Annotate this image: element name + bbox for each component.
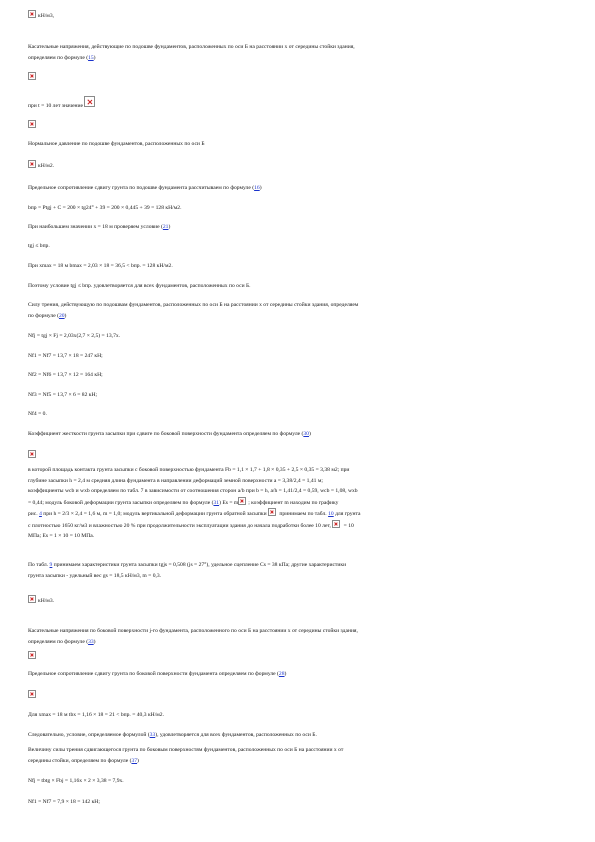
paragraph <box>28 300 568 321</box>
text: ) Es = m <box>219 499 239 506</box>
formula-image-row <box>28 72 568 84</box>
paragraph <box>28 139 568 150</box>
formula-link[interactable]: 15 <box>88 54 94 61</box>
text: Nfj = tbtg × Fbj = 1,16x × 2 × 3,38 = 7,9x. <box>28 778 124 784</box>
paragraph <box>28 745 568 766</box>
text-line: Касательные напряжения, действующие по подошве фундаментов, расположенных по оси Б на расстоянии x от середины стойки здания, <box>28 44 355 50</box>
text-line: Касательные напряжения по боковой поверхности j-го фундамента, расположенного по оси Б на расстоянии x от середины стойки здания, <box>28 628 358 634</box>
formula-image-row <box>28 651 568 663</box>
text-line <box>28 508 568 520</box>
text: = 10 <box>342 522 354 529</box>
text: ) <box>168 224 171 230</box>
paragraph <box>28 390 568 401</box>
text: При xmax = 18 м bmax = 2,03 × 18 = 36,5 < bпр. = 128 кН/м2. <box>28 263 173 269</box>
paragraph <box>28 370 568 381</box>
table-link[interactable]: 9 <box>49 562 53 568</box>
formula-link[interactable]: 21 <box>162 224 169 230</box>
text: для грунта <box>333 511 361 517</box>
paragraph <box>28 776 568 787</box>
paragraph <box>28 42 568 63</box>
paragraph <box>28 351 568 362</box>
table-link[interactable]: 10 <box>328 511 334 517</box>
paragraph <box>28 241 568 252</box>
text-line <box>28 756 568 767</box>
paragraph <box>28 281 568 292</box>
text-line <box>28 53 568 64</box>
text: ) <box>259 185 262 191</box>
formula-link[interactable]: 28 <box>278 671 285 677</box>
text: кН/м3. <box>38 598 55 604</box>
broken-image-icon <box>238 497 246 505</box>
text: определяем по формуле ( <box>28 54 89 61</box>
text-line <box>28 560 568 571</box>
broken-image-icon <box>28 160 36 168</box>
broken-image-icon <box>28 120 36 128</box>
text: принимаем по табл. <box>278 511 329 517</box>
paragraph <box>28 160 568 172</box>
text: Nf1 = Nf7 = 7,9 × 18 = 142 кН; <box>28 799 100 805</box>
text: Нормальное давление по подошве фундаментов, расположенных по оси Б <box>28 141 205 147</box>
text: рис. <box>28 511 40 517</box>
text-line: в которой площадь контакта грунта засыпки с боковой поверхностью фундамента Fb = 1,1 × 1,7 + 1,8 × 0,35 + 2,5 × 0,35 = 3,38 м2; при <box>28 467 350 473</box>
text-line <box>28 497 568 509</box>
paragraph <box>28 261 568 272</box>
text: ) <box>308 431 311 437</box>
text: при t = 10 лет значение <box>28 103 84 109</box>
text: ) <box>93 54 96 61</box>
paragraph <box>28 409 568 420</box>
text: кН/м3, <box>38 13 55 19</box>
text: Для xmax = 18 м tbx = 1,16 × 18 = 21 < bпр. = 40,3 кН/м2. <box>28 712 164 718</box>
figure-link[interactable]: 4 <box>39 511 42 517</box>
formula-image-row <box>28 450 568 462</box>
text: кН/м2. <box>38 163 55 169</box>
text: = 0,44; модуль боковой деформации грунта засыпки определяем по формуле ( <box>28 499 214 506</box>
formula-link[interactable]: 16 <box>254 185 260 191</box>
text: По табл. <box>28 562 50 568</box>
formula-link[interactable]: 33 <box>88 638 94 645</box>
paragraph <box>28 626 568 647</box>
formula-link[interactable]: 33 <box>149 732 156 738</box>
text: Предельное сопротивление сдвигу грунта по боковой поверхности фундамента определяем по формуле ( <box>28 671 279 677</box>
text: Nf2 = Nf6 = 13,7 × 12 = 164 кН; <box>28 372 103 378</box>
text-line: коэффициенты wcb и wxb определяем по табл. 7 в зависимости от соотношения сторон a/b при b = h, a/h = 1,41/2,4 = 0,59, wcb = 1,08, wxb <box>28 488 358 494</box>
paragraph <box>28 560 568 581</box>
paragraph <box>28 222 568 233</box>
formula-link[interactable]: 31 <box>213 499 220 506</box>
broken-image-icon <box>28 450 36 458</box>
broken-image-icon <box>28 651 36 659</box>
broken-image-icon <box>332 520 340 528</box>
paragraph <box>28 797 568 808</box>
text: Nf3 = Nf5 = 13,7 × 6 = 82 кН; <box>28 392 98 398</box>
text: при h = 2/3 × 2,4 = 1,6 м, m = 1,0; модуль вертикальной деформации грунта обратной засыпки <box>41 511 267 517</box>
text: Nf4 = 0. <box>28 411 47 417</box>
paragraph <box>28 96 568 112</box>
broken-image-icon <box>28 595 36 603</box>
text: Предельное сопротивление сдвигу грунта по подошве фундамента рассчитываем по формуле ( <box>28 185 255 191</box>
text-line: Силу трения, действующую по подошвам фундаментов, расположенных по оси Б на расстоянии x от середины стойки здания, определяем <box>28 302 359 308</box>
broken-image-icon <box>28 10 36 18</box>
text: ; коэффициент m находим по графику <box>248 499 339 506</box>
formula-link[interactable]: 20 <box>58 312 65 319</box>
text: ) <box>64 312 67 319</box>
paragraph <box>28 669 568 680</box>
broken-image-icon <box>268 508 276 516</box>
paragraph <box>28 429 568 440</box>
formula-link[interactable]: 30 <box>303 431 309 437</box>
paragraph <box>28 203 568 214</box>
text: bпр = Ptgj + C = 200 × tg24° + 39 = 200 × 0,445 + 39 = 128 кН/м2. <box>28 205 182 211</box>
text: При наибольшем значении x = 18 м проверяем условие ( <box>28 224 163 230</box>
text: ) <box>137 757 139 764</box>
paragraph <box>28 730 568 741</box>
text: tgj ≤ bпр. <box>28 243 50 249</box>
formula-image-row <box>28 120 568 132</box>
paragraph <box>28 595 568 607</box>
paragraph <box>28 465 568 542</box>
text: Nfj = tgj × Fj = 2,03x(2,7 × 2,5) = 13,7x. <box>28 333 121 339</box>
formula-image-row <box>28 690 568 702</box>
text: ), удовлетворяется для всех фундаментов, расположенных по оси Б. <box>155 732 317 738</box>
paragraph <box>28 331 568 342</box>
text-line <box>28 637 568 648</box>
text-line: глубине засыпки h = 2,4 м средняя длина фундамента в направлении деформаций земной поверхности a = 3,38/2,4 = 1,41 м; <box>28 477 323 484</box>
paragraph <box>28 10 568 22</box>
text: Следовательно, условие, определяемое формулой ( <box>28 732 150 738</box>
broken-image-icon <box>28 72 36 80</box>
text: ) <box>284 671 287 677</box>
broken-image-icon <box>28 690 36 698</box>
formula-link[interactable]: 37 <box>131 757 138 764</box>
text: принимаем характеристики грунта засыпки tgjs = 0,508 (js = 27°), удельное сцепление Cs = 38 кПа; другие характеристики <box>52 562 347 568</box>
text: ) <box>93 638 96 645</box>
text: Поэтому условие tgj ≤ bпр. удовлетворяется для всех фундаментов, расположенных по оси Б. <box>28 283 251 289</box>
text-line <box>28 520 568 532</box>
text-line: Величину силы трения сдвигающегося грунта по боковым поверхностям фундаментов, расположенных по оси Б на расстоянии x от <box>28 747 344 753</box>
text-line: грунта засыпки - удельный вес gs = 18,5 кН/м3, m = 0,3. <box>28 572 162 579</box>
text: с плотностью 1650 кг/м3 и влажностью 20 % при продолжительности эксплуатации здания до начала подработки более 10 лет, <box>28 522 331 529</box>
paragraph <box>28 710 568 721</box>
text: по формуле ( <box>28 312 59 319</box>
text: определяем по формуле ( <box>28 638 89 645</box>
paragraph <box>28 183 568 194</box>
text: середины стойки, определяем по формуле ( <box>28 757 132 764</box>
text-line: МПа; Es = 1 × 10 = 10 МПа. <box>28 533 95 539</box>
text: Nf1 = Nf7 = 13,7 × 18 = 247 кН; <box>28 353 103 359</box>
text: Коэффициент жесткости грунта засыпки при сдвиге по боковой поверхности фундамента определяем по формуле ( <box>28 431 304 437</box>
text-line <box>28 311 568 322</box>
broken-image-icon <box>84 96 95 107</box>
